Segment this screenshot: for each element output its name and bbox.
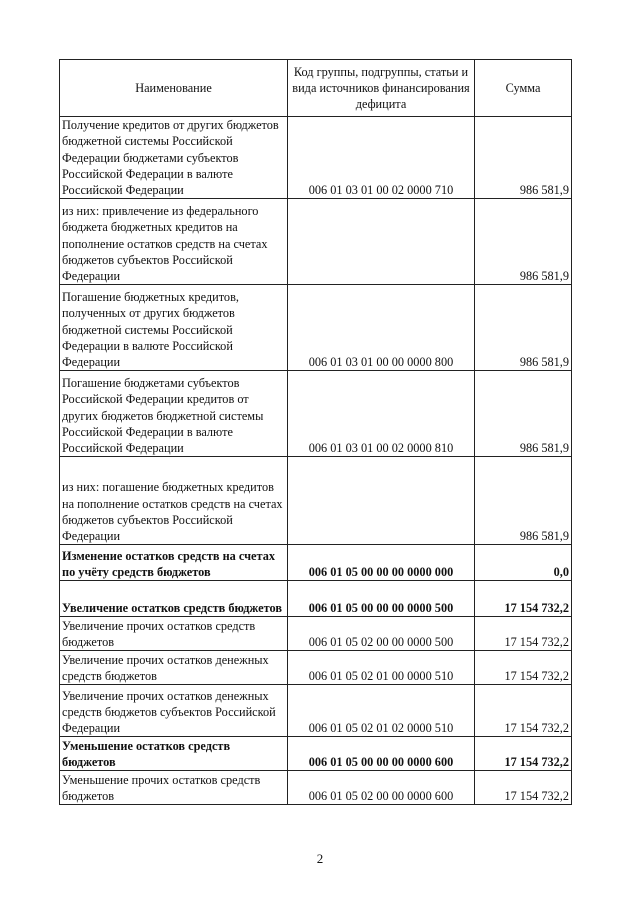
row-name: Увеличение прочих остатков денежных средств бюджетов — [60, 651, 288, 685]
table-row — [60, 581, 572, 617]
row-name: Увеличение остатков средств бюджетов — [60, 581, 288, 617]
row-code: 006 01 05 02 01 00 0000 510 — [288, 651, 475, 685]
page-number: 2 — [316, 851, 324, 866]
row-code: 006 01 05 00 00 00 0000 500 — [288, 581, 475, 617]
header-name: Наименование — [60, 60, 288, 117]
table-row — [60, 285, 572, 371]
row-code: 006 01 03 01 00 00 0000 800 — [288, 285, 475, 371]
table-row — [60, 371, 572, 457]
row-name: Погашение бюджетных кредитов, полученных от других бюджетов бюджетной системы Российской Федерации в валюте Российской Федерации — [60, 285, 288, 371]
row-sum: 17 154 732,2 — [475, 737, 572, 771]
financing-sources-table — [59, 59, 572, 805]
row-sum: 17 154 732,2 — [475, 651, 572, 685]
row-name: Увеличение прочих остатков денежных средств бюджетов субъектов Российской Федерации — [60, 685, 288, 737]
header-sum: Сумма — [475, 60, 572, 117]
row-code: 006 01 05 00 00 00 0000 000 — [288, 545, 475, 581]
table-row — [60, 117, 572, 199]
table-row — [60, 737, 572, 771]
row-code — [288, 199, 475, 285]
row-name: Получение кредитов от других бюджетов бюджетной системы Российской Федерации бюджетами субъектов Российской Федерации в валюте Российской Федерации — [60, 117, 288, 199]
table-row — [60, 199, 572, 285]
row-code — [288, 457, 475, 545]
row-code: 006 01 03 01 00 02 0000 810 — [288, 371, 475, 457]
row-code: 006 01 05 02 00 00 0000 500 — [288, 617, 475, 651]
header-code: Код группы, подгруппы, статьи и вида источников финансирования дефицита — [288, 60, 475, 117]
row-sum: 986 581,9 — [475, 457, 572, 545]
row-name: Увеличение прочих остатков средств бюджетов — [60, 617, 288, 651]
row-name: Уменьшение прочих остатков средств бюджетов — [60, 771, 288, 805]
row-code: 006 01 05 00 00 00 0000 600 — [288, 737, 475, 771]
table-row — [60, 771, 572, 805]
row-code: 006 01 05 02 01 02 0000 510 — [288, 685, 475, 737]
row-code: 006 01 03 01 00 02 0000 710 — [288, 117, 475, 199]
row-sum: 17 154 732,2 — [475, 685, 572, 737]
row-sum: 17 154 732,2 — [475, 617, 572, 651]
row-sum: 986 581,9 — [475, 285, 572, 371]
row-sum: 986 581,9 — [475, 371, 572, 457]
table-row — [60, 617, 572, 651]
row-sum: 986 581,9 — [475, 117, 572, 199]
row-sum: 17 154 732,2 — [475, 581, 572, 617]
table-row — [60, 685, 572, 737]
table-row — [60, 457, 572, 545]
row-name: Погашение бюджетами субъектов Российской Федерации кредитов от других бюджетов бюджетной системы Российской Федерации в валюте Российской Федерации — [60, 371, 288, 457]
table-row — [60, 651, 572, 685]
row-name: Изменение остатков средств на счетах по учёту средств бюджетов — [60, 545, 288, 581]
table-header-row — [60, 60, 572, 117]
row-name: из них: привлечение из федерального бюджета бюджетных кредитов на пополнение остатков средств на счетах бюджетов субъектов Российской Федерации — [60, 199, 288, 285]
row-name: из них: погашение бюджетных кредитов на пополнение остатков средств на счетах бюджетов субъектов Российской Федерации — [60, 457, 288, 545]
row-sum: 0,0 — [475, 545, 572, 581]
row-sum: 17 154 732,2 — [475, 771, 572, 805]
row-sum: 986 581,9 — [475, 199, 572, 285]
row-code: 006 01 05 02 00 00 0000 600 — [288, 771, 475, 805]
row-name: Уменьшение остатков средств бюджетов — [60, 737, 288, 771]
table-row — [60, 545, 572, 581]
